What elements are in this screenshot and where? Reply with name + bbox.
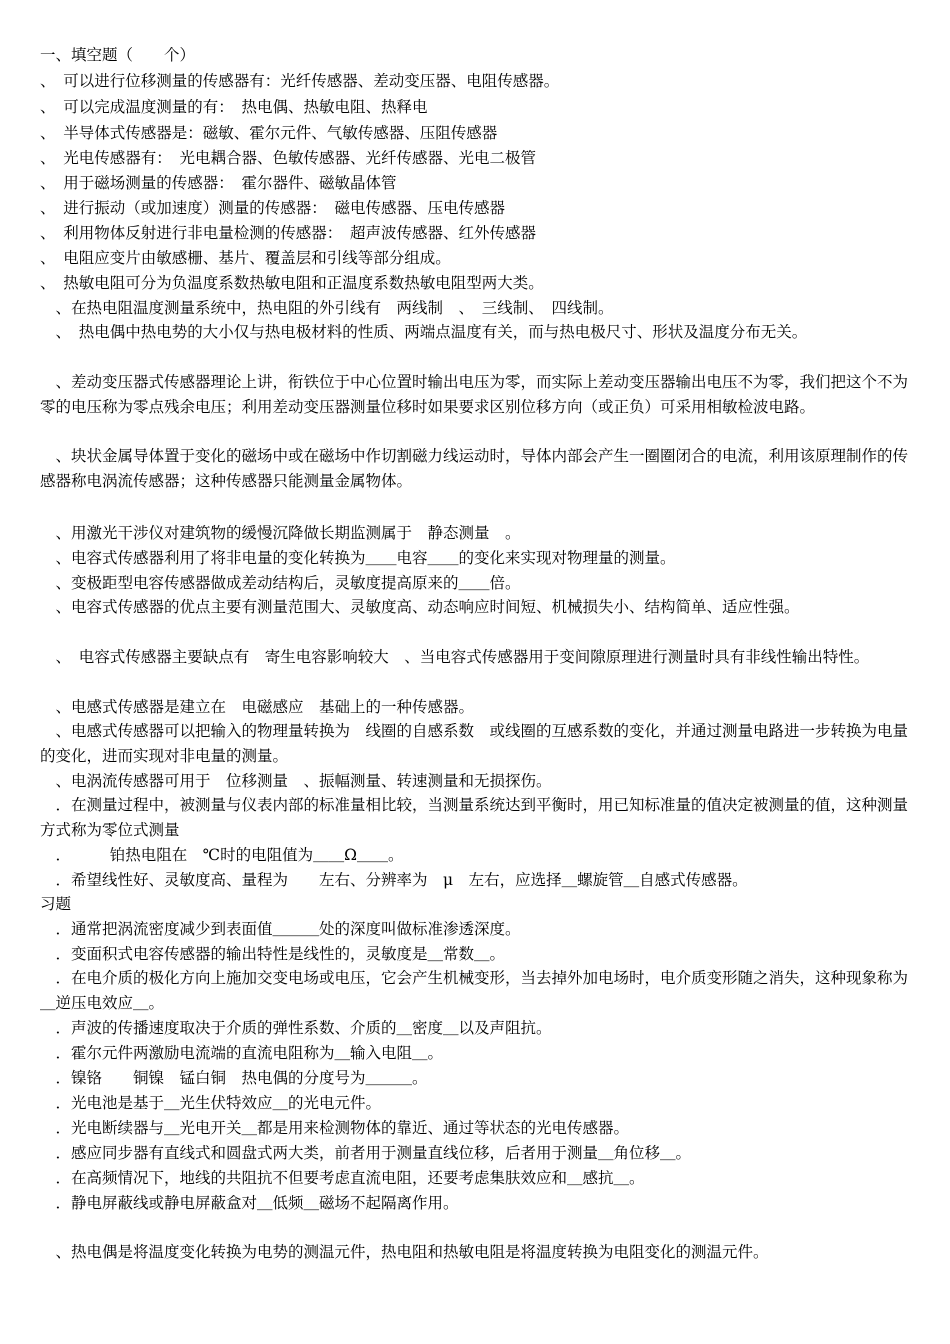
item-3: 、 半导体式传感器是：磁敏、霍尔元件、气敏传感器、压阻传感器 — [40, 124, 498, 142]
item-1: 、 可以进行位移测量的传感器有：光纤传感器、差动变压器、电阻传感器。 — [40, 72, 560, 90]
item-20: 、电感式传感器可以把输入的物理量转换为 线圈的自感系数 或线圈的互感系数的变化，并通过测量电路进一步转换为电量的变化，进而实现对非电量的测量。 — [40, 722, 909, 765]
item-10: 、在热电阻温度测量系统中，热电阻的外引线有 两线制 、 三线制、 四线制。 — [40, 299, 614, 317]
item-35: ．静电屏蔽线或静电屏蔽盒对＿低频＿磁场不起隔离作用。 — [40, 1194, 459, 1212]
item-24: ．希望线性好、灵敏度高、量程为 左右、分辨率为 μ 左右，应选择＿螺旋管＿自感式传感器。 — [40, 871, 748, 889]
item-17: 、电容式传感器的优点主要有测量范围大、灵敏度高、动态响应时间短、机械损失小、结构简单、适应性强。 — [40, 598, 800, 616]
item-9: 、 热敏电阻可分为负温度系数热敏电阻和正温度系数热敏电阻型两大类。 — [40, 274, 544, 292]
item-15: 、电容式传感器利用了将非电量的变化转换为＿＿电容＿＿的变化来实现对物理量的测量。 — [40, 549, 676, 567]
item-29: ．霍尔元件两激励电流端的直流电阻称为＿输入电阻＿。 — [40, 1044, 444, 1062]
item-18: 、 电容式传感器主要缺点有 寄生电容影响较大 、当电容式传感器用于变间隙原理进行测量时具有非线性输出特性。 — [40, 648, 870, 666]
item-16: 、变极距型电容传感器做成差动结构后，灵敏度提高原来的＿＿倍。 — [40, 574, 521, 592]
item-5: 、 用于磁场测量的传感器： 霍尔器件、磁敏晶体管 — [40, 174, 397, 192]
item-12: 、差动变压器式传感器理论上讲，衔铁位于中心位置时输出电压为零，而实际上差动变压器输出电压不为零，我们把这个不为零的电压称为零点残余电压；利用差动变压器测量位移时如果要求区别位移方向（或正负）可采用相敏检波电路。 — [40, 373, 909, 416]
item-13: 、块状金属导体置于变化的磁场中或在磁场中作切割磁力线运动时，导体内部会产生一圈圈闭合的电流，利用该原理制作的传感器称电涡流传感器；这种传感器只能测量金属物体。 — [40, 447, 909, 490]
item-14: 、用激光干涉仪对建筑物的缓慢沉降做长期监测属于 静态测量 。 — [40, 524, 521, 542]
item-6: 、 进行振动（或加速度）测量的传感器： 磁电传感器、压电传感器 — [40, 199, 506, 217]
item-23: ． 铂热电阻在 ℃时的电阻值为＿＿Ω＿＿。 — [40, 846, 404, 864]
item-22: ．在测量过程中，被测量与仪表内部的标准量相比较，当测量系统达到平衡时，用已知标准量的值决定被测量的值，这种测量方式称为零位式测量 — [40, 796, 909, 839]
item-2: 、 可以完成温度测量的有： 热电偶、热敏电阻、热释电 — [40, 98, 428, 116]
item-27: ．在电介质的极化方向上施加交变电场或电压，它会产生机械变形，当去掉外加电场时，电介质变形随之消失，这种现象称为＿逆压电效应＿。 — [40, 969, 909, 1012]
item-19: 、电感式传感器是建立在 电磁感应 基础上的一种传感器。 — [40, 698, 475, 716]
item-25: ．通常把涡流密度减少到表面值＿＿＿处的深度叫做标准渗透深度。 — [40, 920, 521, 938]
item-34: ．在高频情况下，地线的共阻抗不但要考虑直流电阻，还要考虑集肤效应和＿感抗＿。 — [40, 1169, 645, 1187]
item-4: 、 光电传感器有： 光电耦合器、色敏传感器、光纤传感器、光电二极管 — [40, 149, 537, 167]
item-31: ．光电池是基于＿光生伏特效应＿的光电元件。 — [40, 1094, 382, 1112]
item-21: 、电涡流传感器可用于 位移测量 、振幅测量、转速测量和无损探伤。 — [40, 772, 552, 790]
item-30: ．镍铬 铜镍 锰白铜 热电偶的分度号为＿＿＿。 — [40, 1069, 428, 1087]
item-28: ．声波的传播速度取决于介质的弹性系数、介质的＿密度＿以及声阻抗。 — [40, 1019, 552, 1037]
item-32: ．光电断续器与＿光电开关＿都是用来检测物体的靠近、通过等状态的光电传感器。 — [40, 1119, 630, 1137]
item-7: 、 利用物体反射进行非电量检测的传感器： 超声波传感器、红外传感器 — [40, 224, 537, 242]
item-8: 、 电阻应变片由敏感栅、基片、覆盖层和引线等部分组成。 — [40, 249, 451, 267]
item-36: 、热电偶是将温度变化转换为电势的测温元件，热电阻和热敏电阻是将温度转换为电阻变化的测温元件。 — [40, 1243, 769, 1261]
item-11: 、 热电偶中热电势的大小仅与热电极材料的性质、两端点温度有关，而与热电极尺寸、形状及温度分布无关。 — [40, 323, 808, 341]
item-26: ．变面积式电容传感器的输出特性是线性的，灵敏度是＿常数＿。 — [40, 945, 506, 963]
subheading-exercises: 习题 — [40, 895, 72, 913]
item-33: ．感应同步器有直线式和圆盘式两大类，前者用于测量直线位移，后者用于测量＿角位移＿。 — [40, 1144, 692, 1162]
section-title: 一、填空题（ 个） — [40, 46, 196, 64]
